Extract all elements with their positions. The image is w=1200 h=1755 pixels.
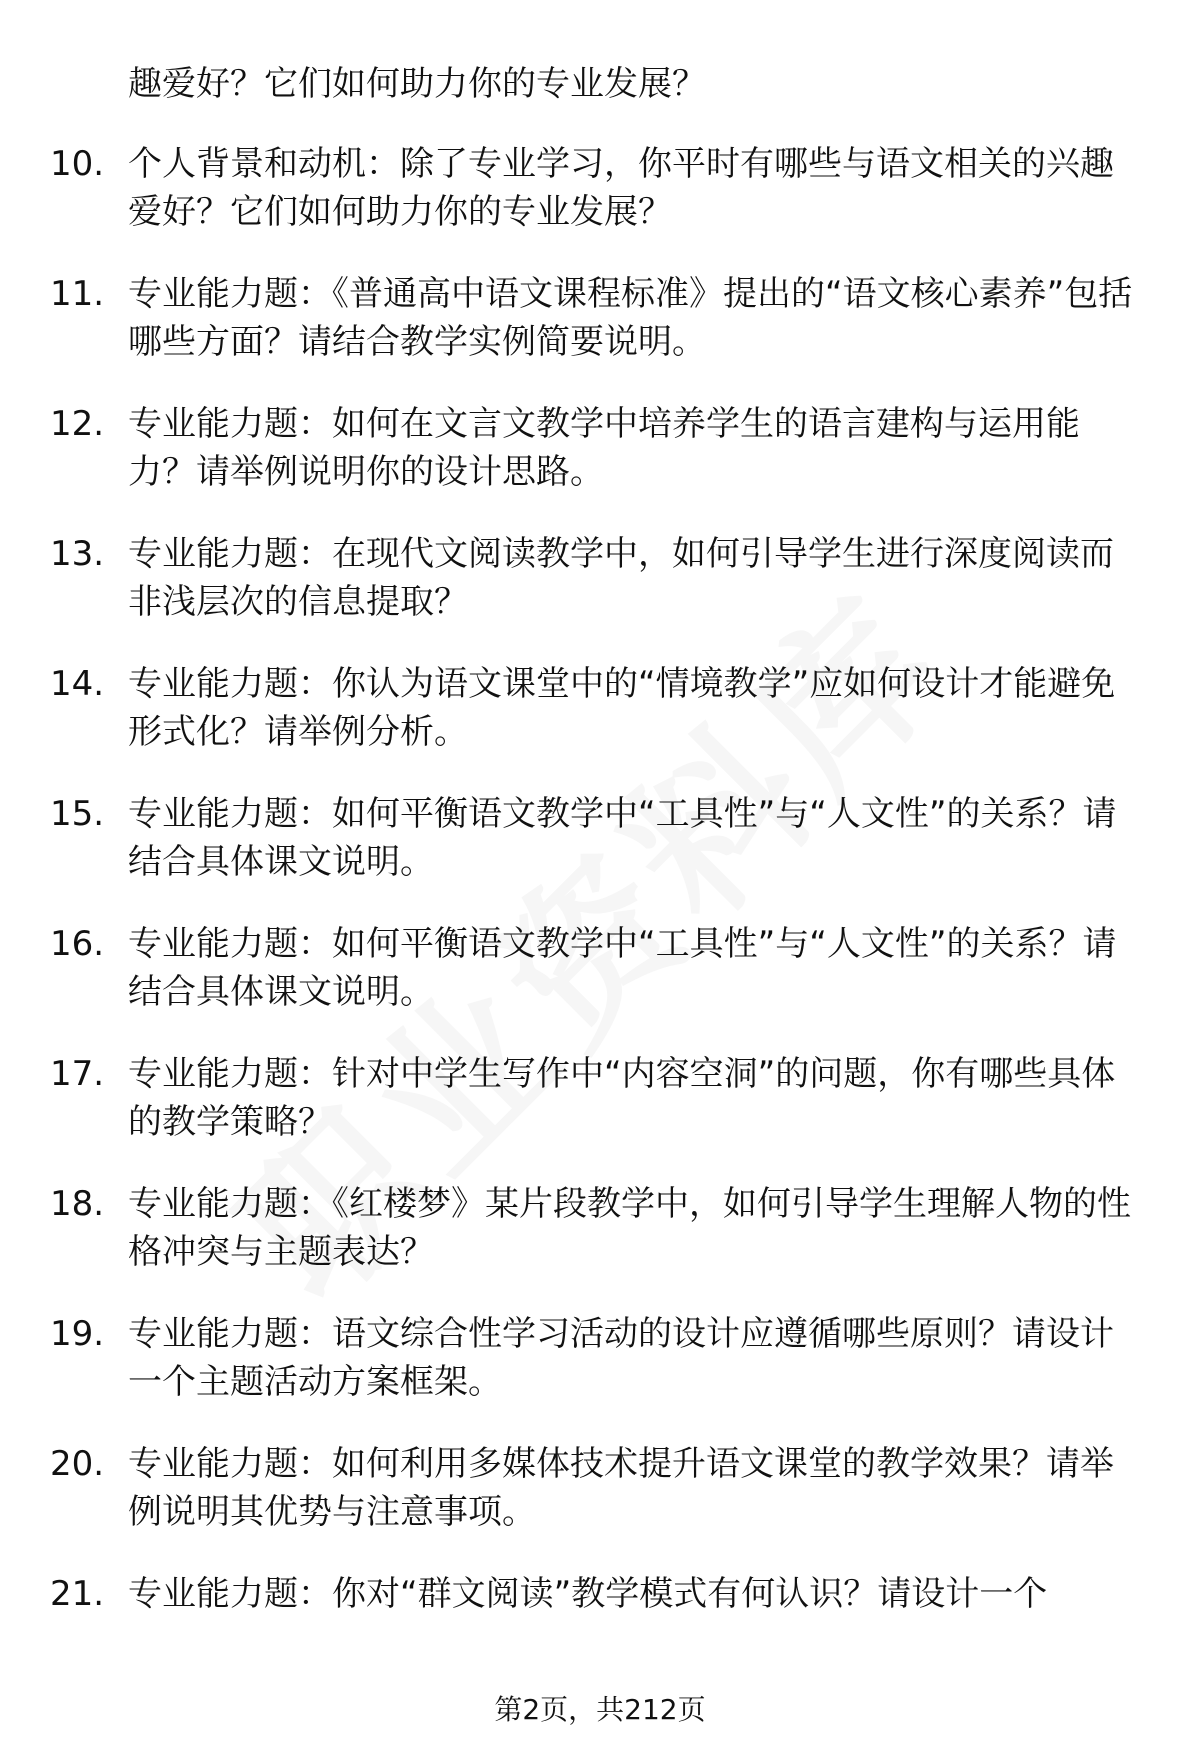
question-number: 15. [50, 794, 105, 834]
list-item [0, 530, 1200, 660]
question-number: 17. [50, 1054, 105, 1094]
question-number: 19. [50, 1314, 105, 1354]
list-item [0, 790, 1200, 920]
question-text: 专业能力题：如何利用多媒体技术提升语文课堂的教学效果？请举例说明其优势与注意事项。 [128, 1444, 1114, 1532]
question-text: 专业能力题：如何平衡语文教学中“工具性”与“人文性”的关系？请结合具体课文说明。 [128, 924, 1117, 1012]
question-number: 11. [50, 274, 105, 314]
question-number: 12. [50, 404, 105, 444]
question-text: 专业能力题：语文综合性学习活动的设计应遵循哪些原则？请设计一个主题活动方案框架。 [128, 1314, 1114, 1402]
page-footer: 第2页，共212页 [494, 1693, 706, 1726]
list-item [0, 1570, 1200, 1700]
list-item [0, 400, 1200, 530]
continuation-text: 趣爱好？它们如何助力你的专业发展？ [128, 64, 706, 104]
question-text: 专业能力题：如何平衡语文教学中“工具性”与“人文性”的关系？请结合具体课文说明。 [128, 794, 1117, 882]
list-item [0, 140, 1200, 270]
question-number: 21. [50, 1574, 105, 1614]
list-item [0, 1310, 1200, 1440]
list-item [0, 920, 1200, 1050]
question-number: 16. [50, 924, 105, 964]
list-item [0, 1180, 1200, 1310]
question-number: 13. [50, 534, 105, 574]
list-item [0, 1050, 1200, 1180]
list-item [0, 1440, 1200, 1570]
list-item [0, 270, 1200, 400]
question-text: 专业能力题：《红楼梦》某片段教学中，如何引导学生理解人物的性格冲突与主题表达？ [128, 1184, 1131, 1272]
question-text: 专业能力题：《普通高中语文课程标准》提出的“语文核心素养”包括哪些方面？请结合教学实例简要说明。 [128, 274, 1133, 362]
question-text: 专业能力题：你对“群文阅读”教学模式有何认识？请设计一个 [128, 1574, 1048, 1614]
question-text: 专业能力题：你认为语文课堂中的“情境教学”应如何设计才能避免形式化？请举例分析。 [128, 664, 1116, 752]
question-number: 10. [50, 144, 105, 184]
question-list [0, 140, 1200, 1700]
question-text: 专业能力题：如何在文言文教学中培养学生的语言建构与运用能力？请举例说明你的设计思路。 [128, 404, 1080, 492]
question-text: 个人背景和动机：除了专业学习，你平时有哪些与语文相关的兴趣爱好？它们如何助力你的专业发展？ [128, 144, 1114, 232]
question-number: 20. [50, 1444, 105, 1484]
question-number: 14. [50, 664, 105, 704]
list-item [0, 660, 1200, 790]
question-number: 18. [50, 1184, 105, 1224]
question-text: 专业能力题：在现代文阅读教学中，如何引导学生进行深度阅读而非浅层次的信息提取？ [128, 534, 1114, 622]
question-text: 专业能力题：针对中学生写作中“内容空洞”的问题，你有哪些具体的教学策略？ [128, 1054, 1116, 1142]
